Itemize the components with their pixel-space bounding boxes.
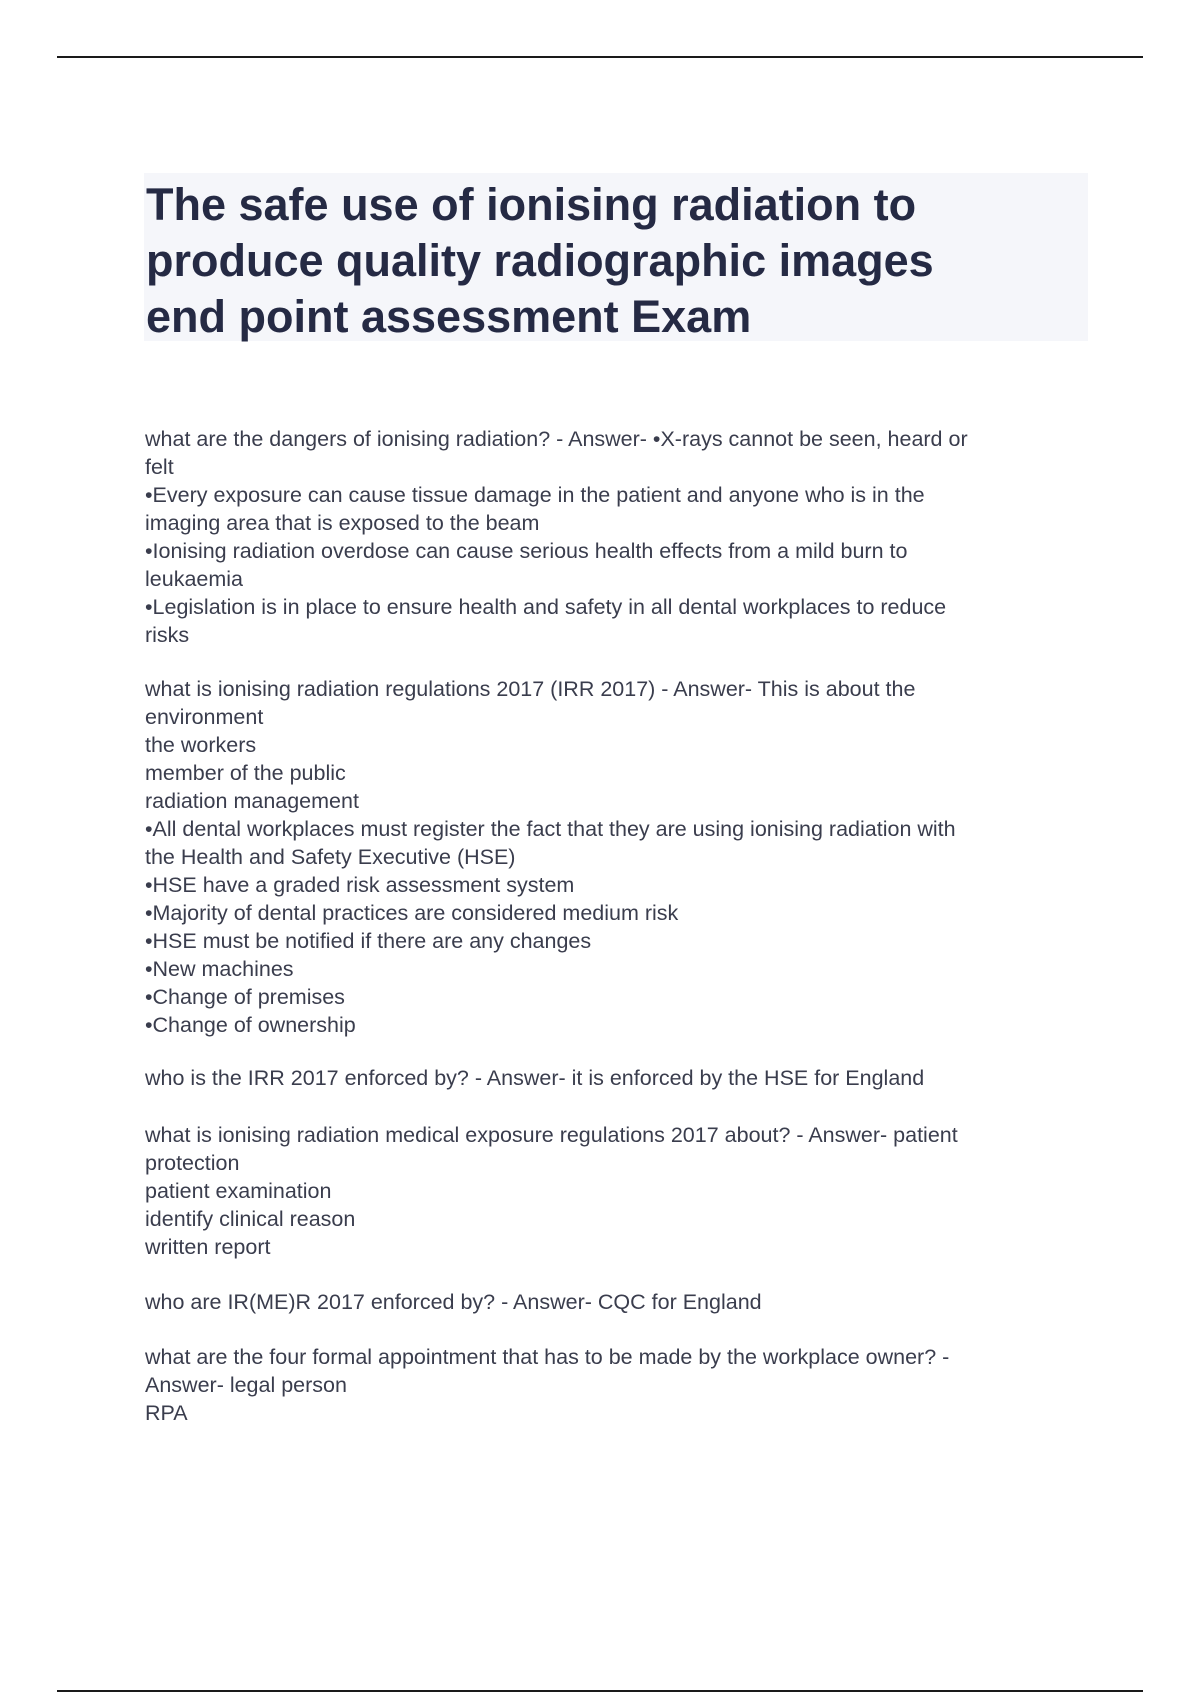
qa-line: what is ionising radiation medical exposure regulations 2017 about? - Answer- patient [145,1123,958,1147]
document-title: The safe use of ionising radiation to produce quality radiographic images end point assessment Exam [146,179,934,342]
qa-item-dangers [145,425,1085,649]
qa-line: environment [145,705,264,729]
qa-line: member of the public [145,761,346,785]
qa-line: Answer- legal person [145,1373,347,1397]
qa-line: •Ionising radiation overdose can cause serious health effects from a mild burn to [145,539,908,563]
qa-line: radiation management [145,789,359,813]
qa-item-irr-2017 [145,675,1085,1039]
qa-line: •Legislation is in place to ensure health and safety in all dental workplaces to reduce [145,595,947,619]
qa-line: the workers [145,733,257,757]
qa-item-irmer-enforcement [145,1288,1085,1316]
qa-line: what is ionising radiation regulations 2017 (IRR 2017) - Answer- This is about the [145,677,916,701]
qa-item-formal-appointments [145,1343,1085,1427]
qa-line: •Change of ownership [145,1013,356,1037]
qa-line: protection [145,1151,240,1175]
qa-line: what are the four formal appointment that has to be made by the workplace owner? - [145,1345,950,1369]
qa-line: •New machines [145,957,294,981]
qa-item-irr-enforcement [145,1064,1085,1092]
qa-line: •Every exposure can cause tissue damage in the patient and anyone who is in the [145,483,925,507]
qa-line: what are the dangers of ionising radiation? - Answer- •X-rays cannot be seen, heard or [145,427,968,451]
qa-line: patient examination [145,1179,332,1203]
qa-line: •HSE must be notified if there are any changes [145,929,592,953]
qa-line: •Change of premises [145,985,345,1009]
qa-line: •All dental workplaces must register the fact that they are using ionising radiation with [145,817,956,841]
header-rule [57,56,1143,58]
qa-line: written report [145,1235,271,1259]
footer-rule [57,1690,1143,1692]
qa-line: risks [145,623,190,647]
qa-line: •HSE have a graded risk assessment system [145,873,575,897]
qa-line: the Health and Safety Executive (HSE) [145,845,516,869]
qa-line: •Majority of dental practices are considered medium risk [145,901,679,925]
qa-line: who is the IRR 2017 enforced by? - Answer- it is enforced by the HSE for England [145,1066,925,1090]
qa-line: RPA [145,1401,188,1425]
qa-line: who are IR(ME)R 2017 enforced by? - Answer- CQC for England [145,1290,762,1314]
qa-line: identify clinical reason [145,1207,356,1231]
qa-line: leukaemia [145,567,243,591]
qa-line: imaging area that is exposed to the beam [145,511,540,535]
qa-line: felt [145,455,174,479]
title-banner [144,173,1088,341]
qa-item-irmer [145,1121,1085,1261]
